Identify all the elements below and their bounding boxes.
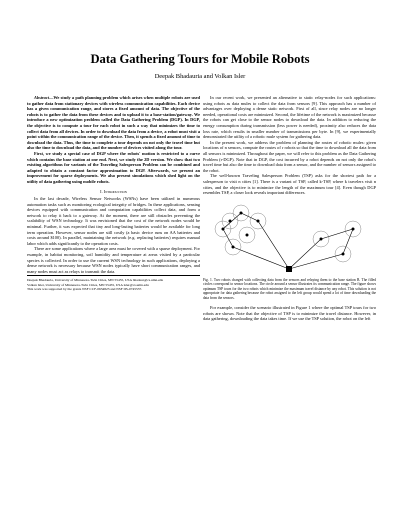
- left-column: [27, 95, 200, 292]
- intro-paragraph-1: In the last decade, Wireless Sensor Networks (WSNs) have been utilized in numerous automation tasks such as monitoring ecological integrity of bridges. In these applications, sensing devices equipped with communication and computation capabilities collect data, and form a network to relay it back to a gateway. At the moment, there are still obstacles preventing the scalability of WSN technology. It was envisioned that the cost of the network nodes would be minimal. Further, it was expected that tiny and long-lasting batteries would be available for long term operation. However, sensor nodes are still costly (a basic device runs on AA batteries and costs around $100). In parallel, maintaining the network (e.g. replacing batteries) requires manual labor which adds significantly to the operation costs.: [27, 196, 200, 246]
- figure-1: [203, 199, 376, 277]
- base-station-marker: [286, 266, 292, 272]
- figure-1-diagram: [203, 199, 376, 277]
- body-paragraph-2: In the present work, we address the problem of planning the routes of robotic mules: given locations of n sensors, compute the routes of r robots so that the time to download all the data from all sensors is minimized. Throughout the paper, we will refer to this problem as the Data Gathering Problem (r-DGP). Note that in DGP, the cost incurred by a robot depends on not only the robot's travel time but also the time to download data from a sensor, and the number of sensors assigned to the robot.: [203, 139, 376, 173]
- footnote-2: Volkan Isler, University of Minnesota-Twin Cities, MN 55455, USA isler@cs.umn.edu: [27, 282, 149, 287]
- section-heading-introduction: I. Introduction: [100, 188, 127, 194]
- abstract-label: Abstract: [34, 95, 49, 100]
- abstract-text: —We study a path planning problem which arises when multiple robots are used to gather data from stationary devices with wireless communication capabilities. Each device has a given communication range, and stores a fixed amount of data. The objective of the robots is to gather the data from these devices and to upload it to a base-station/gateway. We introduce a new optimization problem called the Data Gathering Problem (DGP). In DGP, the objective is to compute a tour for each robot in such a way that minimizes the time to collect data from all devices. In order to download the data from a device, a robot must visit a point within the communication range of the device. Then, it spends a fixed amount of time to download the data. Thus, the time to complete a tour depends on not only the travel time but also the time to download the data, and the number of devices visited along the tour.: [27, 95, 200, 151]
- paper-authors: Deepak Bhadauria and Volkan Isler: [154, 73, 246, 80]
- abstract-paragraph: [27, 95, 200, 151]
- right-robot-tour: [289, 229, 353, 269]
- footnote-3: This work was supported by the grants NSF CCF-0634823 and NSF IIS-0745537.: [27, 287, 143, 292]
- figure-1-caption: Fig. 1. Two robots charged with collecting data from the sensors and relaying them to the base station B. The filled circles correspond to sensor locations. The circle around a sensor illustrates its communication range. The figure shows optimum TSP tours for the two robots which minimize the maximum travel distance by any robot. This solution is not appropriate for data gathering because the robot assigned to the left group would spend a lot of time downloading the data from the sensors.: [203, 277, 376, 300]
- footnotes: [27, 275, 200, 291]
- intro-paragraph-2: There are some applications where a large area must be covered with a sparse deployment. For example, in habitat monitoring, soil humidity and temperature at areas visited by a particular species is collected. In order to use the current WSN technology in such applications, deploying a dense network is necessary because WSN nodes typically have short communication ranges, and many nodes must act as relays to transmit the data.: [27, 246, 200, 274]
- body-paragraph-4: For example, consider the scenario illustrated in Figure 1 where the optimal TSP tours for two robots are shown. Note that the objective of TSP is to minimize the travel distance. However, in data gathering, downloading the data takes time. If we use the TSP solution, the robot on the left: [203, 305, 376, 322]
- right-column: [203, 95, 376, 322]
- footnote-1: Deepak Bhadauria, University of Minnesota-Twin Cities, MN 55455, USA bhadaur@cs.umn.edu: [27, 278, 164, 283]
- body-paragraph-3: The well-known Traveling Salesperson Problem (TSP) asks for the shortest path for a salesperson to visit n cities [1]. There is a variant of TSP, called k-TSP, where k travelers visit n cities, and the objective is to minimize the length of the maximum tour [4]. Even though DGP resembles TSP, a closer look reveals important differences.: [203, 173, 376, 196]
- body-paragraph-1: In our recent work, we presented an alternative to static relay-nodes for such applications: using robots as data mules to collect the data from sensors [9]. This approach has a number of advantages over deploying a dense static network. First of all, since relay nodes are no longer needed, operational costs are minimized. Second, the lifetime of the network is maximized because the robots can get close to the sensor nodes to download the data. In addition to reducing the energy consumption during transmission (less power is needed), proximity also reduces the data loss rate, which results in smaller number of transmissions per byte. In [9], we experimentally demonstrated the utility of a robotic mule system for gathering data.: [203, 95, 376, 140]
- abstract-paragraph-2: First, we study a special case of DGP where the robots' motion is restricted to a curve which contains the base station at one end. Next, we study the 2D version. We show that two existing algorithms for variants of the Traveling Salesperson Problem can be combined and adapted to obtain a constant factor approximation to DGP. Afterwards, we present an improvement for sparse deployments. We also present simulations which shed light on the utility of data gathering using mobile robots.: [27, 150, 200, 184]
- left-robot-tour: [223, 213, 289, 269]
- sensor-nodes: [222, 211, 355, 255]
- paper-title: Data Gathering Tours for Mobile Robots: [90, 52, 310, 66]
